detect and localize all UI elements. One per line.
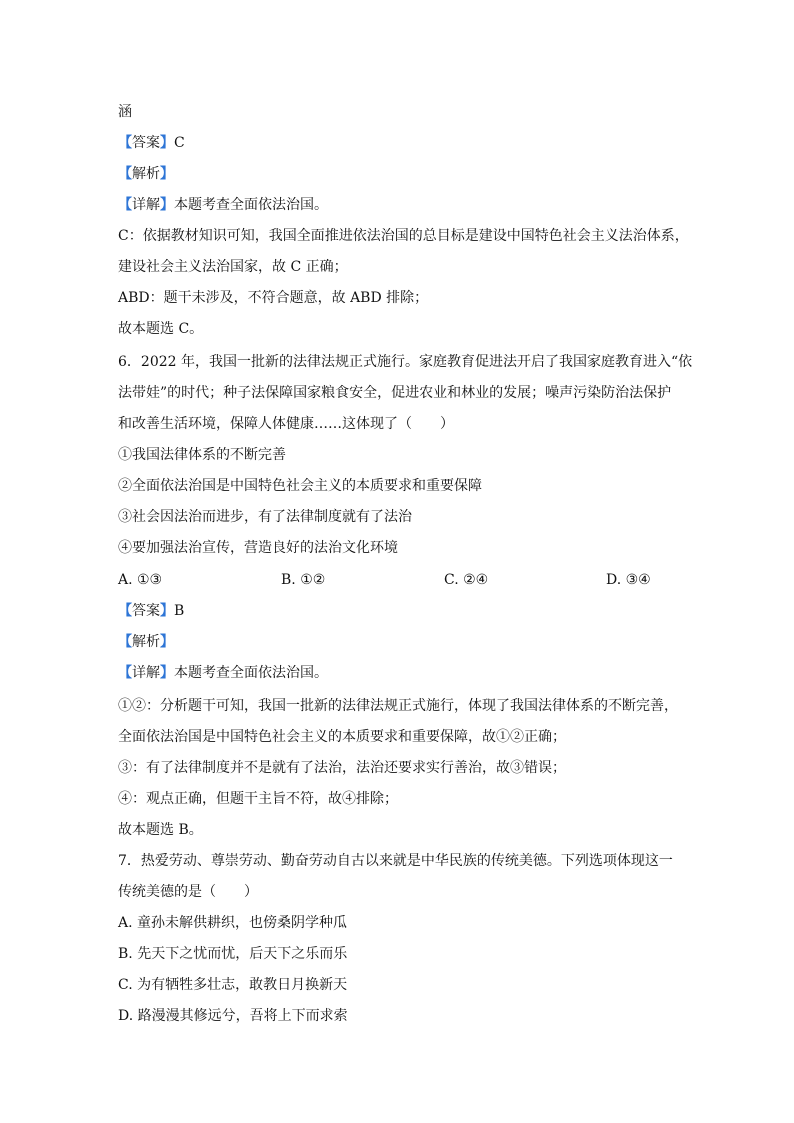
bracket-open: 【 <box>118 197 132 213</box>
option-d: D. 路漫漫其修远兮，吾将上下而求索 <box>118 1008 348 1024</box>
question-6-stem: 6．2022 年，我国一批新的法律法规正式施行。家庭教育促进法开启了我国家庭教育进入“依 <box>118 354 693 370</box>
option-a: A. ①③ <box>118 572 163 588</box>
question-7-stem: 7．热爱劳动、尊崇劳动、勤奋劳动自古以来就是中华民族的传统美德。下列选项体现这一 <box>118 853 673 869</box>
statement-3: ③社会因法治而进步，有了法律制度就有了法治 <box>118 509 412 525</box>
answer-label-q5 <box>118 133 684 153</box>
bracket-open: 【 <box>118 135 132 151</box>
explanation-line: ④：观点正确，但题干主旨不符，故④排除； <box>118 791 398 807</box>
statement-4: ④要加强法治宣传，营造良好的法治文化环境 <box>118 540 398 556</box>
analysis-label-q6 <box>118 632 684 652</box>
explanation-line: ③：有了法律制度并不是就有了法治，法治还要求实行善治，故③错误； <box>118 760 566 776</box>
conclusion-line: 故本题选 B。 <box>118 822 203 838</box>
statement-2: ②全面依法治国是中国特色社会主义的本质要求和重要保障 <box>118 478 482 494</box>
bracket-close: 】 <box>160 634 174 650</box>
answer-value: C <box>174 135 185 151</box>
statement-1: ①我国法律体系的不断完善 <box>118 447 286 463</box>
detail-tag: 详解 <box>132 197 160 213</box>
explanation-line: C：依据教材知识可知，我国全面推进依法治国的总目标是建设中国特色社会主义法治体系， <box>118 228 689 244</box>
option-d: D. ③④ <box>606 572 651 588</box>
bracket-close: 】 <box>160 603 174 619</box>
bracket-close: 】 <box>160 197 174 213</box>
explanation-line: ABD：题干未涉及，不符合题意，故 ABD 排除； <box>118 290 429 306</box>
option-b: B. 先天下之忧而忧，后天下之乐而乐 <box>118 946 348 962</box>
conclusion-line: 故本题选 C。 <box>118 321 204 337</box>
analysis-tag: 解析 <box>132 166 160 182</box>
option-c: C. ②④ <box>444 572 489 588</box>
option-b: B. ①② <box>281 572 326 588</box>
bracket-open: 【 <box>118 166 132 182</box>
analysis-tag: 解析 <box>132 634 160 650</box>
detail-tag: 详解 <box>132 665 160 681</box>
detail-text: 本题考查全面依法治国。 <box>174 665 328 681</box>
question-6-stem: 法带娃”的时代；种子法保障国家粮食安全，促进农业和林业的发展；噪声污染防治法保护 <box>118 385 672 401</box>
bracket-open: 【 <box>118 603 132 619</box>
answer-tag: 答案 <box>132 603 160 619</box>
question-6-stem: 和改善生活环境，保障人体健康……这体现了（ ） <box>118 416 454 432</box>
bracket-close: 】 <box>160 166 174 182</box>
explanation-line: ①②：分析题干可知，我国一批新的法律法规正式施行，体现了我国法律体系的不断完善， <box>118 698 678 714</box>
detail-line-q5 <box>118 195 684 215</box>
question-7-stem: 传统美德的是（ ） <box>118 884 258 900</box>
text-line: 涵 <box>118 104 132 120</box>
option-a: A. 童孙未解供耕织，也傍桑阴学种瓜 <box>118 915 348 931</box>
answer-tag: 答案 <box>132 135 160 151</box>
detail-line-q6 <box>118 663 684 683</box>
analysis-label-q5 <box>118 164 684 184</box>
detail-text: 本题考查全面依法治国。 <box>174 197 328 213</box>
answer-label-q6 <box>118 601 684 621</box>
explanation-line: 全面依法治国是中国特色社会主义的本质要求和重要保障，故①②正确； <box>118 729 566 745</box>
bracket-close: 】 <box>160 135 174 151</box>
explanation-line: 建设社会主义法治国家，故 C 正确； <box>118 259 348 275</box>
option-c: C. 为有牺牲多壮志，敢教日月换新天 <box>118 977 348 993</box>
bracket-close: 】 <box>160 665 174 681</box>
answer-value: B <box>174 603 185 619</box>
bracket-open: 【 <box>118 665 132 681</box>
bracket-open: 【 <box>118 634 132 650</box>
